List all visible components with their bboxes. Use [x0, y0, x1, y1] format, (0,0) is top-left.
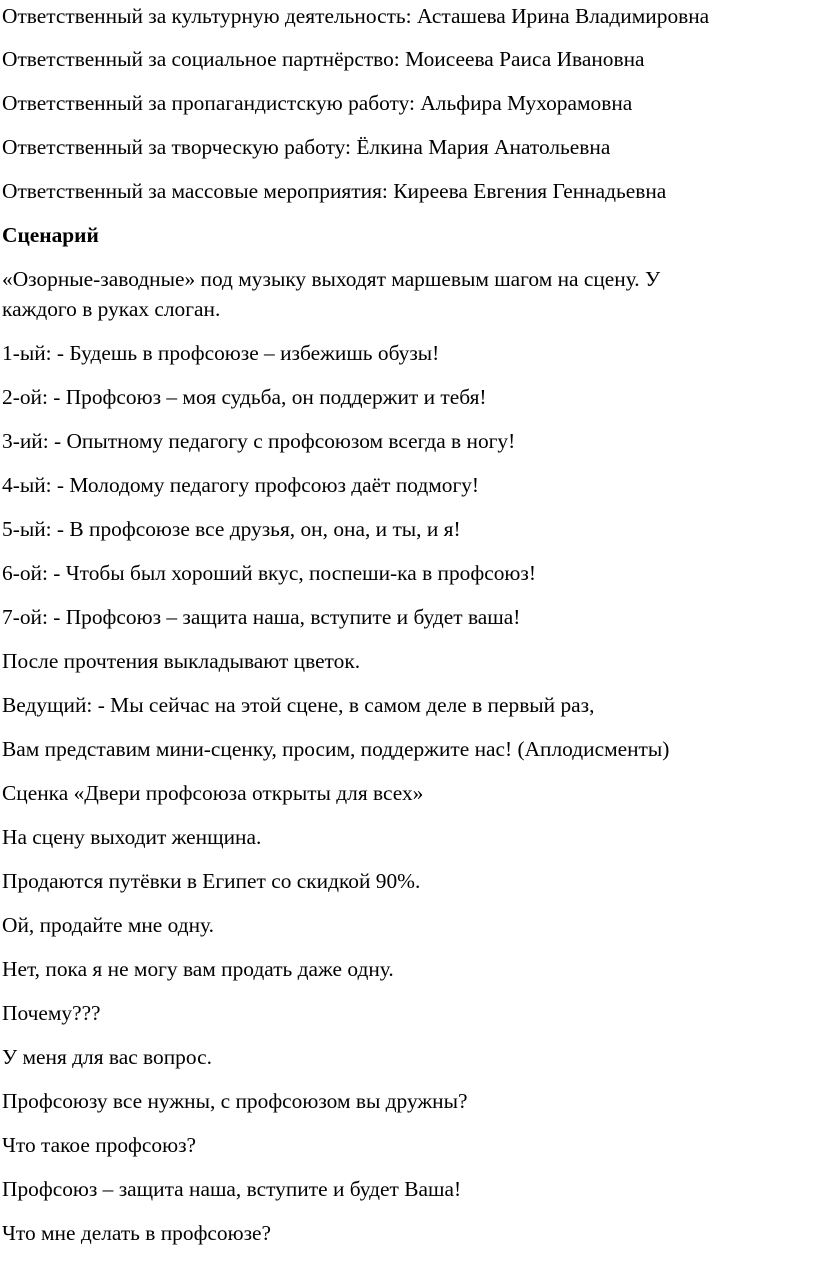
- responsible-mass-events: Ответственный за массовые мероприятия: Киреева Евгения Геннадьевна: [2, 179, 667, 203]
- intro-line-2: каждого в руках слоган.: [2, 297, 221, 321]
- host-line-1: Ведущий: - Мы сейчас на этой сцене, в самом деле в первый раз,: [2, 693, 595, 717]
- slogan-7: 7-ой: - Профсоюз – защита наша, вступите и будет ваша!: [2, 605, 521, 629]
- skit-line-3: Ой, продайте мне одну.: [2, 913, 214, 937]
- responsible-culture: Ответственный за культурную деятельность: Асташева Ирина Владимировна: [2, 4, 710, 28]
- slogan-6: 6-ой: - Чтобы был хороший вкус, поспеши-ка в профсоюз!: [2, 561, 536, 585]
- slogan-1: 1-ый: - Будешь в профсоюзе – избежишь обузы!: [2, 341, 440, 365]
- host-line-2: Вам представим мини-сценку, просим, поддержите нас! (Аплодисменты): [2, 737, 670, 761]
- slogan-4: 4-ый: - Молодому педагогу профсоюз даёт подмогу!: [2, 473, 480, 497]
- skit-line-6: У меня для вас вопрос.: [2, 1045, 212, 1069]
- responsible-propaganda: Ответственный за пропагандистскую работу: Альфира Мухорамовна: [2, 91, 633, 115]
- scenario-heading: Сценарий: [2, 223, 99, 247]
- slogan-3: 3-ий: - Опытному педагогу с профсоюзом всегда в ногу!: [2, 429, 516, 453]
- skit-line-2: Продаются путёвки в Египет со скидкой 90%.: [2, 869, 421, 893]
- responsible-creative: Ответственный за творческую работу: Ёлкина Мария Анатольевна: [2, 135, 611, 159]
- skit-line-10: Что мне делать в профсоюзе?: [2, 1221, 272, 1245]
- intro-line-1: «Озорные-заводные» под музыку выходят маршевым шагом на сцену. У: [2, 267, 661, 291]
- skit-line-5: Почему???: [2, 1001, 101, 1025]
- after-reading-note: После прочтения выкладывают цветок.: [2, 649, 361, 673]
- responsible-partnership: Ответственный за социальное партнёрство: Моисеева Раиса Ивановна: [2, 47, 645, 71]
- slogan-5: 5-ый: - В профсоюзе все друзья, он, она, и ты, и я!: [2, 517, 461, 541]
- skit-line-1: На сцену выходит женщина.: [2, 825, 262, 849]
- skit-line-9: Профсоюз – защита наша, вступите и будет Ваша!: [2, 1177, 462, 1201]
- skit-line-7: Профсоюзу все нужны, с профсоюзом вы дружны?: [2, 1089, 468, 1113]
- slogan-2: 2-ой: - Профсоюз – моя судьба, он поддержит и тебя!: [2, 385, 487, 409]
- skit-line-8: Что такое профсоюз?: [2, 1133, 197, 1157]
- skit-line-4: Нет, пока я не могу вам продать даже одну.: [2, 957, 394, 981]
- skit-title: Сценка «Двери профсоюза открыты для всех»: [2, 781, 424, 805]
